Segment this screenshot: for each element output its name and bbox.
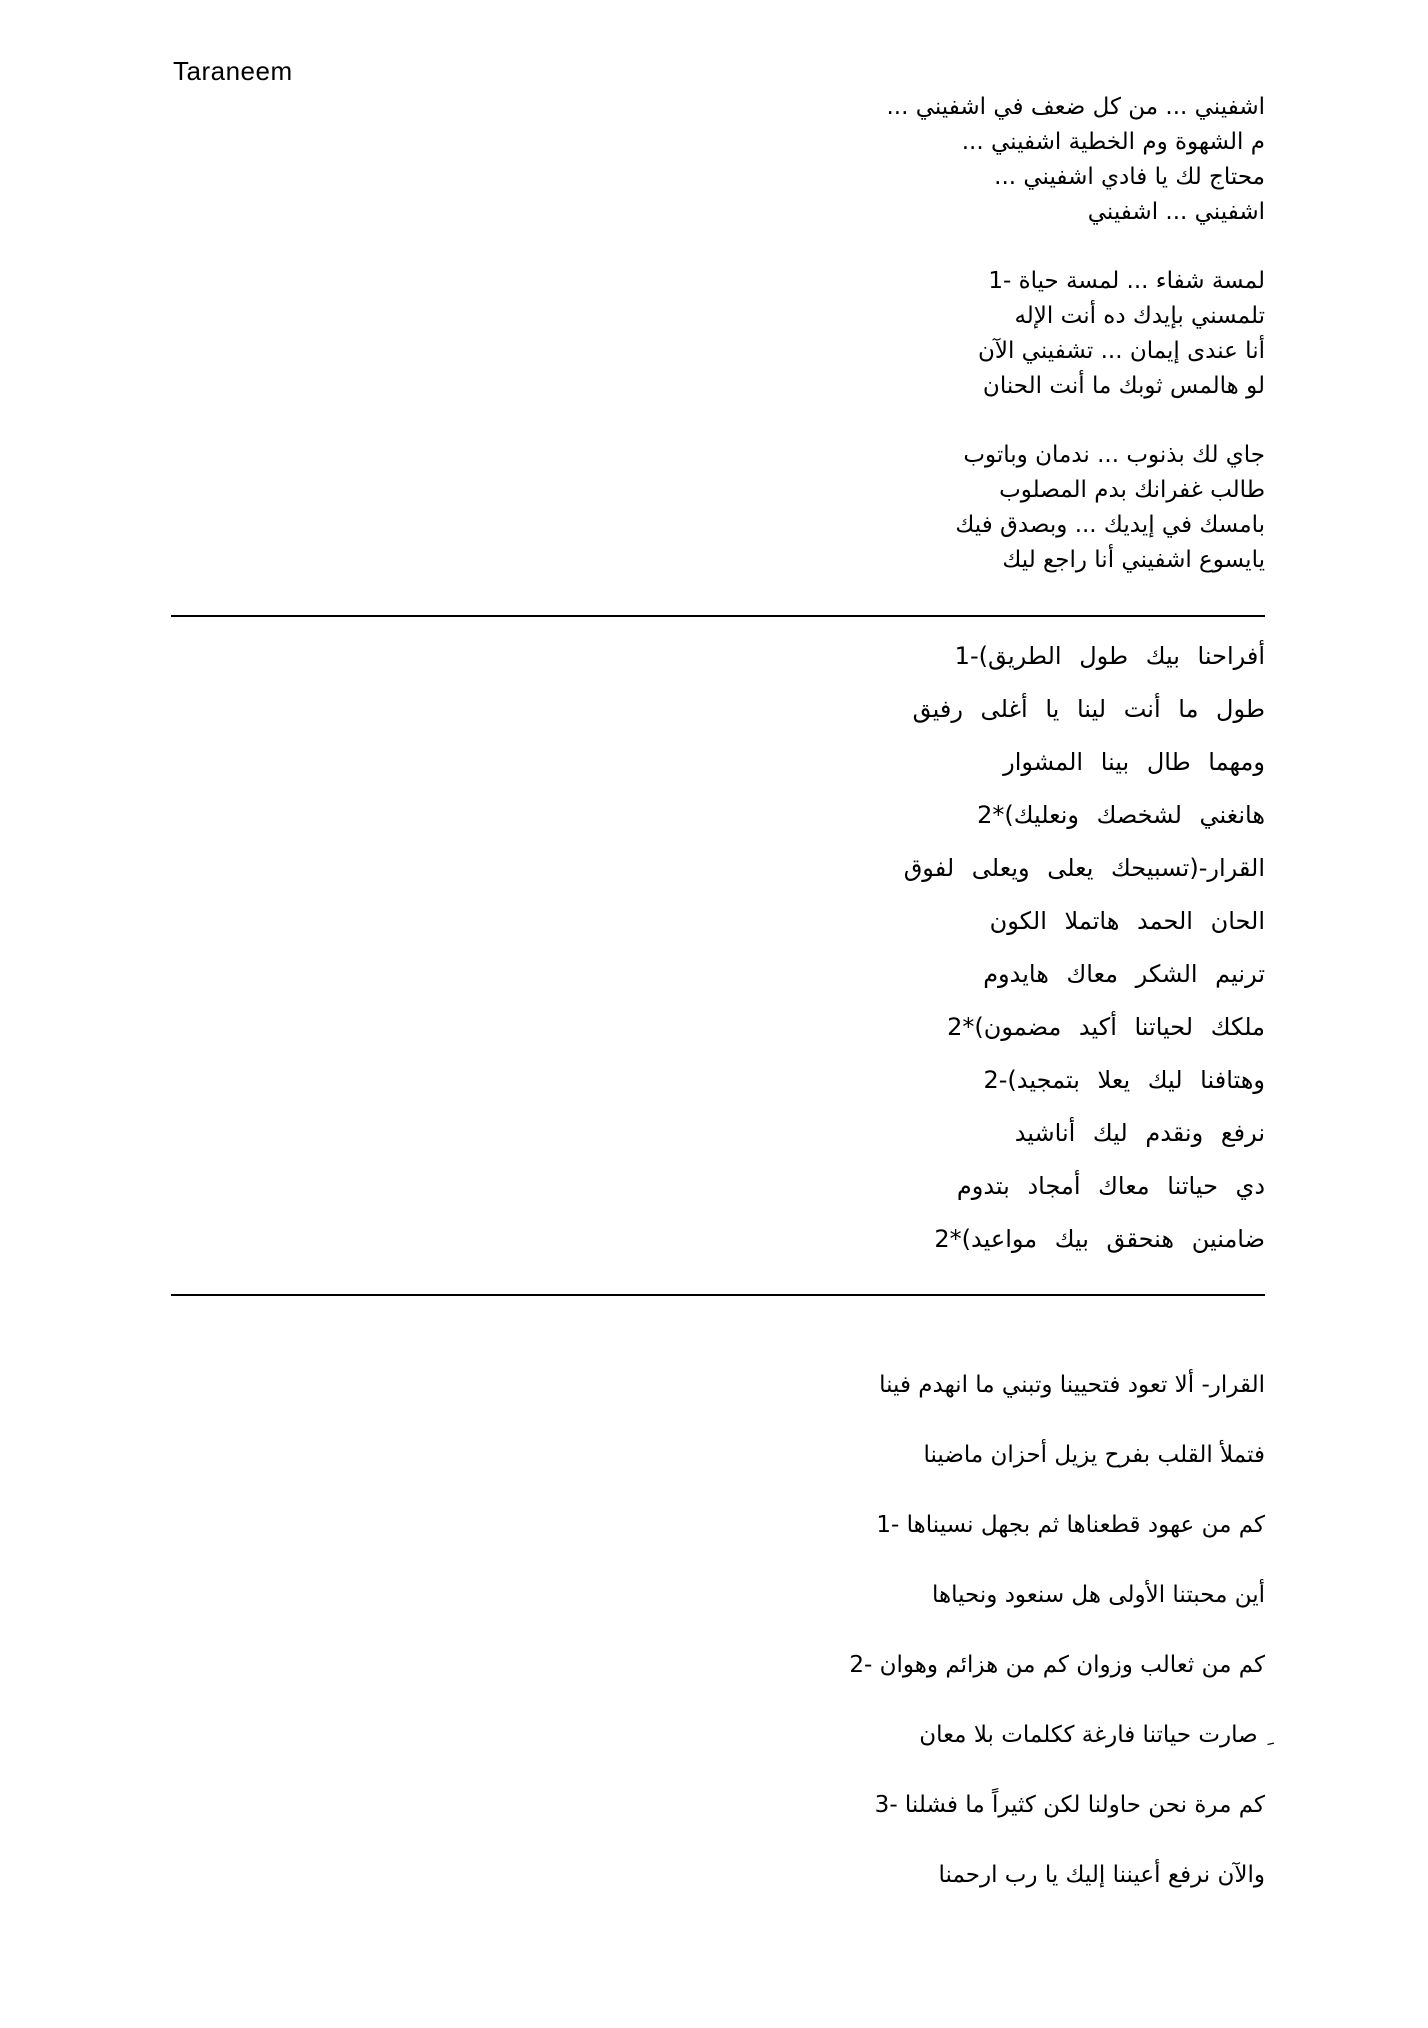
lyric-line: فتملأ القلب بفرح يزيل أحزان ماضينا	[923, 1442, 1265, 1468]
lyric-line: أنا عندى إيمان ... تشفيني الآن	[977, 338, 1265, 364]
lyric-line: أين محبتنا الأولى هل سنعود ونحياها	[931, 1582, 1265, 1608]
hymn-section-1	[365, 90, 1265, 612]
lyric-line: القرار-(تسبيحك يعلى ويعلى لفوق	[903, 854, 1265, 882]
lyric-line: ومهما طال بينا المشوار	[1003, 748, 1265, 776]
stanza	[365, 438, 1265, 578]
stanza	[365, 264, 1265, 404]
lyric-line: لمسة شفاء ... لمسة حياة -1	[988, 268, 1265, 294]
lyric-line: الحان الحمد هاتملا الكون	[989, 907, 1265, 935]
lyric-line: بامسك في إيديك ... وبصدق فيك	[955, 512, 1265, 538]
hymn-section-2	[365, 630, 1265, 1266]
section-divider	[171, 615, 1265, 617]
lyric-line: جاي لك بذنوب ... ندمان وباتوب	[963, 442, 1265, 468]
lyric-line: م الشهوة وم الخطية اشفيني ...	[961, 129, 1265, 155]
lyric-line: أفراحنا بيك طول الطريق)-1	[954, 642, 1265, 670]
lyric-line: نرفع ونقدم ليك أناشيد	[1014, 1119, 1265, 1147]
lyric-line: وهتافنا ليك يعلا بتمجيد)-2	[983, 1066, 1265, 1094]
lyric-line: اشفيني ... من كل ضعف في اشفيني ...	[886, 94, 1265, 120]
lyric-line: والآن نرفع أعيننا إليك يا رب ارحمنا	[938, 1862, 1265, 1888]
lyric-line: دي حياتنا معاك أمجاد بتدوم	[956, 1172, 1265, 1200]
lyric-line: اشفيني ... اشفيني	[1087, 199, 1265, 225]
lyric-line: القرار- ألا تعود فتحيينا وتبني ما انهدم فينا	[879, 1372, 1265, 1398]
header-title: Taraneem	[173, 56, 293, 86]
lyric-line: ِ صارت حياتنا فارغة ككلمات بلا معان	[919, 1722, 1265, 1748]
lyric-line: طول ما أنت لينا يا أغلى رفيق	[912, 695, 1265, 723]
lyric-line: تلمسني بإيدك ده أنت الإله	[1014, 303, 1265, 329]
lyric-line: محتاج لك يا فادي اشفيني ...	[994, 164, 1265, 190]
lyric-line: طالب غفرانك بدم المصلوب	[999, 477, 1265, 503]
lyric-line: ملكك لحياتنا أكيد مضمون)*2	[947, 1013, 1265, 1041]
lyric-line: هانغني لشخصك ونعليك)*2	[977, 801, 1265, 829]
section-divider	[171, 1294, 1265, 1296]
lyric-line: ترنيم الشكر معاك هايدوم	[983, 960, 1265, 988]
lyric-line: كم من ثعالب وزوان كم من هزائم وهوان -2	[849, 1652, 1265, 1678]
lyric-line: يايسوع اشفيني أنا راجع ليك	[1002, 547, 1265, 573]
stanza	[365, 90, 1265, 230]
lyric-line: لو هالمس ثوبك ما أنت الحنان	[982, 373, 1265, 399]
lyric-line: كم مرة نحن حاولنا لكن كثيراً ما فشلنا -3	[874, 1792, 1265, 1818]
lyric-line: كم من عهود قطعناها ثم بجهل نسيناها -1	[876, 1512, 1265, 1538]
hymn-section-3	[365, 1350, 1265, 1910]
lyric-line: ضامنين هنحقق بيك مواعيد)*2	[934, 1225, 1265, 1253]
